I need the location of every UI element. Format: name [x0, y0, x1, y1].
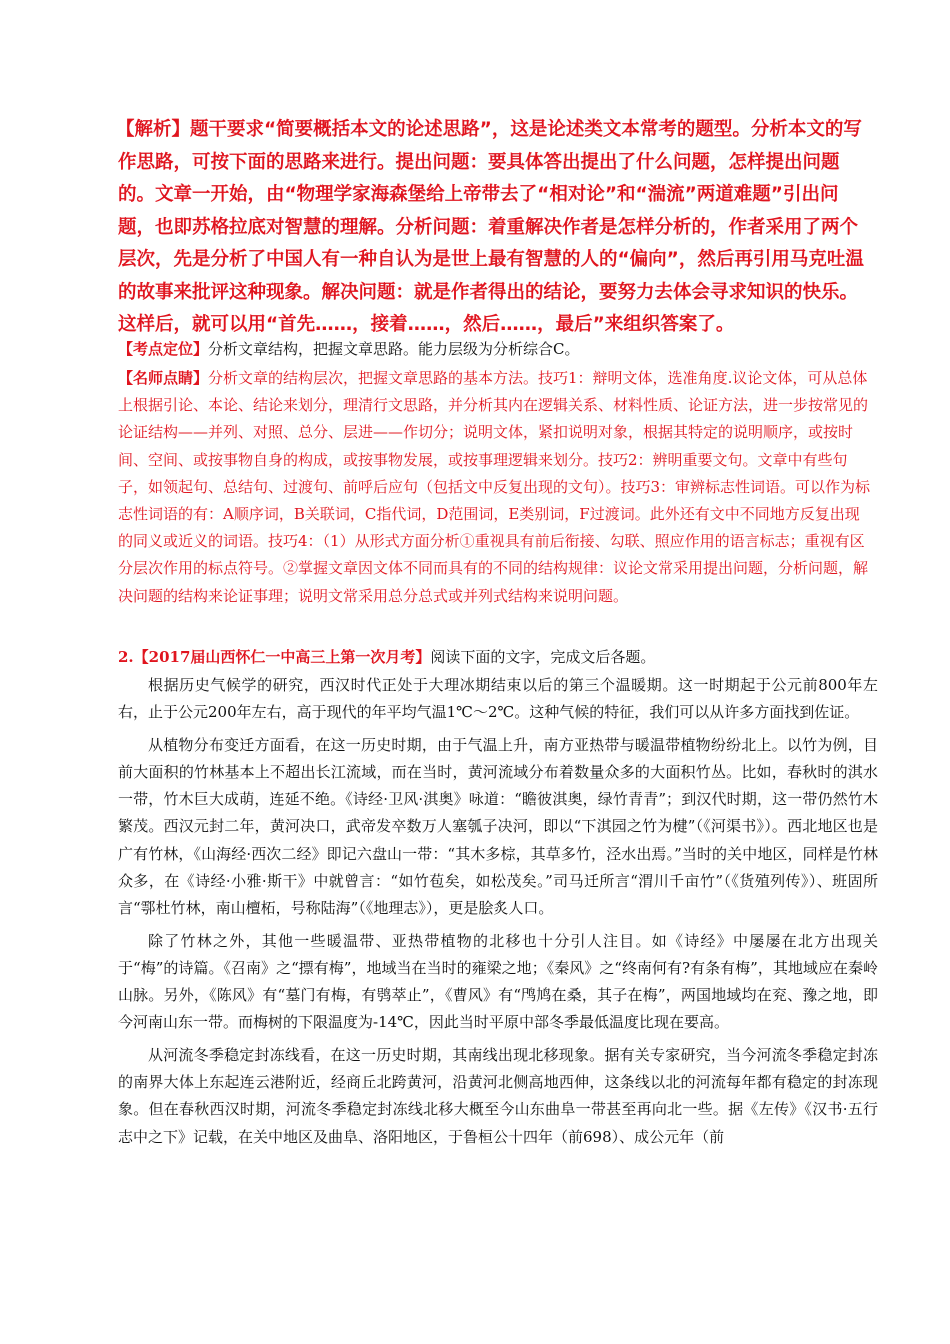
question-number: 2.: [118, 648, 134, 666]
mingshi-text: 分析文章的结构层次，把握文章思路的基本方法。技巧1：辩明文体，选准角度.议论文体，可从总体上根据引论、本论、结论来划分，理清行文思路，并分析其内在逻辑关系、材料性质、论证方法，进一步按常见的论证结构——并列、对照、总分、层进——作切分；说明文体，紧扣说明对象，根据其特定的说明顺序，或按时间、空间、或按事物自身的构成，或按事物发展，或按事理逻辑来划分。技巧2：辨明重要文句。文章中有些句子，如领起句、总结句、过渡句、前呼后应句（包括文中反复出现的文句）。技巧3：审辨标志性词语。可以作为标志性词语的有：A顺序词，B关联词，C指代词，D范围词，E类别词，F过渡词。此外还有文中不同地方反复出现的同义或近义的词语。技巧4：（1）从形式方面分析①重视具有前后衔接、勾联、照应作用的语言标志；重视有区分层次作用的标点符号。②掌握文章因文体不同而具有的不同的结构规律：议论文常采用提出问题，分析问题，解决问题的结构来论证事理；说明文常采用总分总式或并列式结构来说明问题。: [118, 369, 871, 605]
article-paragraph-1: 根据历史气候学的研究，西汉时代正处于大理冰期结束以后的第三个温暖期。这一时期起于公元前800年左右，止于公元200年左右，高于现代的年平均气温1℃～2℃。这种气候的特征，我们可以从许多方面找到佐证。: [118, 676, 878, 722]
question-2-heading: [118, 645, 878, 669]
article-paragraph-2: 从植物分布变迁方面看，在这一历史时期，由于气温上升，南方亚热带与暖温带植物纷纷北上。以竹为例，目前大面积的竹林基本上不超出长江流域，而在当时，黄河流域分布着数量众多的大面积竹丛。比如，春秋时的淇水一带，竹木巨大成萌，连延不绝。《诗经·卫风·淇奥》咏道：“瞻彼淇奥，绿竹青青”；到汉代时期，这一带仍然竹木繁茂。西汉元封二年，黄河决口，武帝发卒数万人塞瓠子决河，即以“下淇园之竹为楗”（《河渠书》）。西北地区也是广有竹林，《山海经·西次二经》即记六盘山一带：“其木多棕，其草多竹，泾水出焉。”当时的关中地区，同样是竹林众多，在《诗经·小雅·斯干》中就曾言：“如竹苞矣，如松茂矣。”司马迁所言“渭川千亩竹”（《货殖列传》）、班固所言“鄠杜竹林，南山檀柘，号称陆海”（《地理志》），更是脍炙人口。: [118, 736, 878, 917]
kaodian-section: [118, 337, 870, 361]
article-paragraph-4: 从河流冬季稳定封冻线看，在这一历史时期，其南线出现北移现象。据有关专家研究，当今河流冬季稳定封冻的南界大体上东起连云港附近，经商丘北跨黄河，沿黄河北侧高地西伸，这条线以北的河流每年都有稳定的封冻现象。但在春秋西汉时期，河流冬季稳定封冻线北移大概至今山东曲阜一带甚至再向北一些。据《左传》《汉书·五行志中之下》记载，在关中地区及曲阜、洛阳地区，于鲁桓公十四年（前698）、成公元年（前: [118, 1046, 878, 1146]
article-paragraph-3: 除了竹林之外，其他一些暖温带、亚热带植物的北移也十分引人注目。如《诗经》中屡屡在北方出现关于“梅”的诗篇。《召南》之“摽有梅”，地域当在当时的雍梁之地；《秦风》之“终南何有?有条有梅”，其地域应在秦岭山脉。另外，《陈风》有“墓门有梅，有鸮萃止”，《曹风》有“鸤鸠在桑，其子在梅”，两国地域均在兖、豫之地，即今河南山东一带。而梅树的下限温度为-14℃，因此当时平原中部冬季最低温度比现在要高。: [118, 931, 878, 1032]
question-instruction: 阅读下面的文字，完成文后各题。: [430, 648, 656, 666]
kaodian-text: 分析文章结构，把握文章思路。能力层级为分析综合C。: [208, 340, 580, 358]
kaodian-tag: 【考点定位】: [118, 340, 209, 358]
mingshi-tag: 【名师点睛】: [118, 369, 209, 387]
article-body: [118, 672, 878, 1157]
analysis-tag: 【解析】: [116, 119, 191, 140]
question-source: 【2017届山西怀仁一中高三上第一次月考】: [133, 648, 431, 666]
analysis-section: [118, 114, 870, 342]
analysis-paragraph: [118, 114, 870, 342]
analysis-text: 题干要求“简要概括本文的论述思路”，这是论述类文本常考的题型。分析本文的写作思路，可按下面的思路来进行。提出问题：要具体答出提出了什么问题，怎样提出问题的。文章一开始，由“物理学家海森堡给上帝带去了“相对论”和“湍流”两道难题”引出问题，也即苏格拉底对智慧的理解。分析问题：着重解决作者是怎样分析的，作者采用了两个层次，先是分析了中国人有一种自认为是世上最有智慧的人的“偏向”，然后再引用马克吐温的故事来批评这种现象。解决问题：就是作者得出的结论，要努力去体会寻求知识的快乐。这样后，就可以用“首先……，接着……，然后……，最后”来组织答案了。: [118, 119, 864, 335]
mingshi-section: [118, 365, 874, 610]
